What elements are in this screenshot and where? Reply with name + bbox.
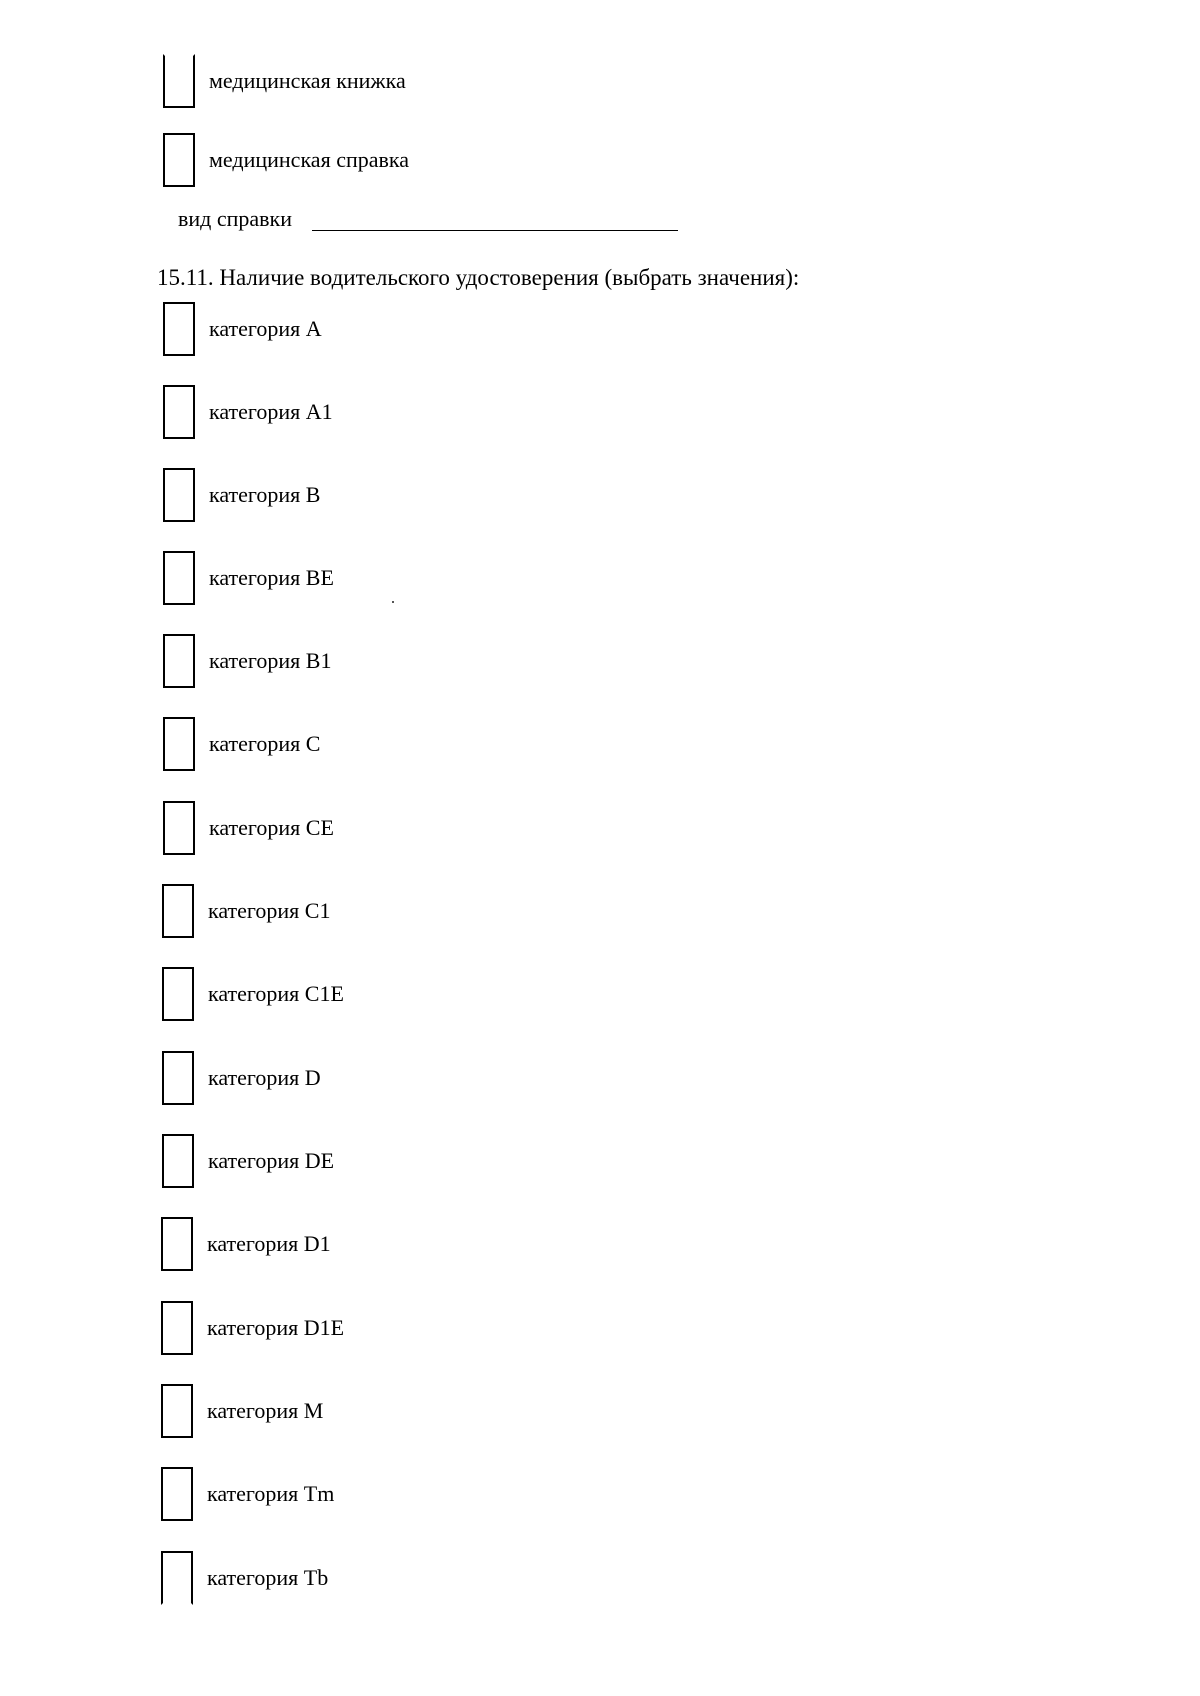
category-label: категория Tm (207, 1481, 335, 1506)
category-checkbox[interactable] (163, 551, 195, 605)
category-option[interactable] (163, 468, 320, 522)
category-label: категория CE (209, 815, 334, 840)
category-label: категория DE (208, 1148, 335, 1173)
category-label: категория A (209, 316, 322, 341)
category-option[interactable] (163, 385, 333, 439)
category-label: категория C (209, 731, 321, 756)
category-checkbox[interactable] (163, 302, 195, 356)
medical-book-checkbox[interactable] (163, 54, 195, 108)
category-checkbox[interactable] (163, 717, 195, 771)
certificate-type-label: вид справки (178, 206, 293, 231)
category-option[interactable] (162, 884, 330, 938)
category-label: категория A1 (209, 399, 333, 424)
category-option[interactable] (161, 1551, 328, 1605)
category-option[interactable] (163, 717, 320, 771)
category-checkbox[interactable] (161, 1301, 193, 1355)
category-option[interactable] (162, 1051, 321, 1105)
category-option[interactable] (161, 1467, 334, 1521)
category-label: категория BE (209, 565, 334, 590)
license-heading: 15.11. Наличие водительского удостоверения (выбрать значения): (157, 265, 800, 290)
category-option[interactable] (163, 634, 331, 688)
category-option[interactable] (161, 1217, 331, 1271)
category-label: категория D1 (207, 1231, 331, 1256)
category-checkbox[interactable] (161, 1217, 193, 1271)
medical-certificate-checkbox[interactable] (163, 133, 195, 187)
category-checkbox[interactable] (162, 1134, 194, 1188)
medical-certificate-label: медицинская справка (209, 147, 409, 172)
medical-certificate-option[interactable] (163, 133, 409, 187)
stray-mark (392, 601, 394, 603)
category-label: категория D1E (207, 1315, 345, 1340)
category-label: категория Tb (207, 1565, 329, 1590)
category-checkbox[interactable] (162, 1051, 194, 1105)
category-label: категория B1 (209, 648, 332, 673)
category-label: категория B (209, 482, 321, 507)
certificate-type-field[interactable] (312, 230, 678, 231)
medical-book-option[interactable] (163, 54, 406, 108)
category-option[interactable] (161, 1384, 323, 1438)
category-option[interactable] (163, 551, 334, 605)
category-checkbox[interactable] (163, 468, 195, 522)
category-checkbox[interactable] (161, 1384, 193, 1438)
category-label: категория D (208, 1065, 321, 1090)
category-option[interactable] (161, 1301, 344, 1355)
medical-book-label: медицинская книжка (209, 68, 406, 93)
category-checkbox[interactable] (162, 967, 194, 1021)
category-option[interactable] (162, 1134, 334, 1188)
category-checkbox[interactable] (161, 1467, 193, 1521)
category-label: категория M (207, 1398, 324, 1423)
category-checkbox[interactable] (162, 884, 194, 938)
category-checkbox[interactable] (163, 634, 195, 688)
category-checkbox[interactable] (163, 801, 195, 855)
category-label: категория C1E (208, 981, 344, 1006)
category-option[interactable] (163, 302, 322, 356)
category-option[interactable] (163, 801, 334, 855)
category-option[interactable] (162, 967, 344, 1021)
category-checkbox[interactable] (161, 1551, 193, 1605)
category-checkbox[interactable] (163, 385, 195, 439)
category-label: категория C1 (208, 898, 331, 923)
